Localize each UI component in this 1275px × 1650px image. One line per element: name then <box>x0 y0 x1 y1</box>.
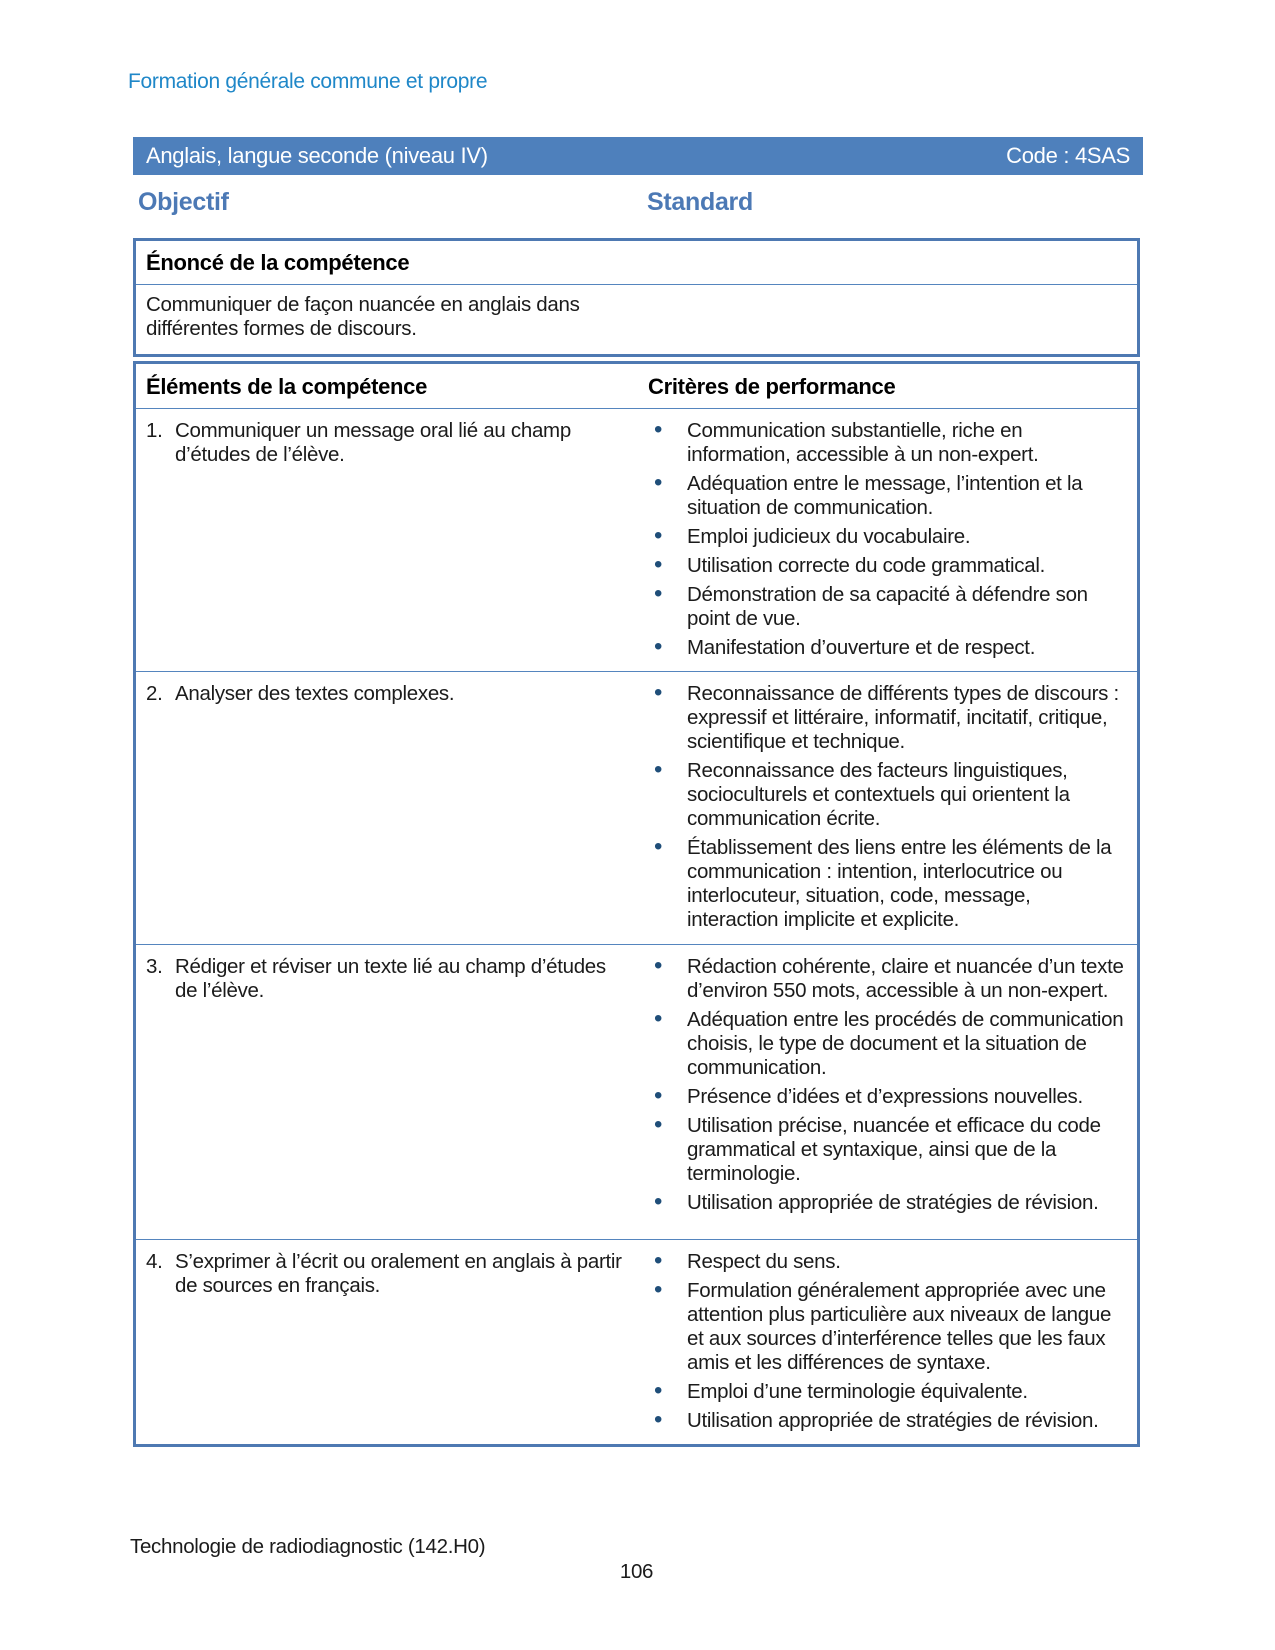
criteria-cell <box>638 409 1137 671</box>
criteria-item: • Emploi d’une terminologie équivalente. <box>654 1380 1127 1404</box>
enonce-body <box>136 285 1137 354</box>
col-header-criteres: Critères de performance <box>648 374 896 399</box>
objectif-heading: Objectif <box>138 188 229 216</box>
criteria-item: • Rédaction cohérente, claire et nuancée d’un texte d’environ 550 mots, accessible à un non-expert. <box>654 955 1127 1003</box>
element-number: 1. <box>146 419 163 442</box>
criteria-list <box>638 672 1137 943</box>
table-row <box>136 944 1137 1239</box>
criteria-list <box>638 1240 1137 1444</box>
course-title: Anglais, langue seconde (niveau IV) <box>146 143 488 168</box>
section-headers <box>133 188 1140 218</box>
footer-page-number: 106 <box>619 1560 654 1583</box>
criteria-item: • Adéquation entre les procédés de communication choisis, le type de document et la situation de communication. <box>654 1008 1127 1080</box>
enonce-text: Communiquer de façon nuancée en anglais dans différentes formes de discours. <box>146 293 580 340</box>
criteria-item: • Utilisation précise, nuancée et efficace du code grammatical et syntaxique, ainsi que de la terminologie. <box>654 1114 1127 1186</box>
criteria-item: • Reconnaissance des facteurs linguistiques, socioculturels et contextuels qui orientent la communication écrite. <box>654 759 1127 831</box>
col-header-elements: Éléments de la compétence <box>146 374 428 399</box>
criteria-item: • Reconnaissance de différents types de discours : expressif et littéraire, informatif, incitatif, critique, scientifique et technique. <box>654 682 1127 754</box>
element-text: Communiquer un message oral lié au champ d’études de l’élève. <box>175 419 571 466</box>
criteria-cell <box>638 672 1137 944</box>
criteria-item: • Établissement des liens entre les éléments de la communication : intention, interlocutrice ou interlocuteur, situation, code, message, interaction implicite et explicite. <box>654 836 1127 932</box>
criteria-item: • Manifestation d’ouverture et de respect. <box>654 636 1127 660</box>
element-number: 2. <box>146 682 163 705</box>
criteria-item: • Communication substantielle, riche en information, accessible à un non-expert. <box>654 419 1127 467</box>
table-row <box>136 409 1137 671</box>
enonce-header: Énoncé de la compétence <box>136 241 1137 285</box>
criteria-item: • Respect du sens. <box>654 1250 1127 1274</box>
criteria-item: • Emploi judicieux du vocabulaire. <box>654 525 1127 549</box>
element-number: 3. <box>146 955 163 978</box>
criteria-list <box>638 945 1137 1226</box>
element-cell <box>136 945 638 1239</box>
course-title-bar <box>133 137 1143 175</box>
footer-program-label: Technologie de radiodiagnostic (142.H0) <box>130 1535 486 1558</box>
element-text: Analyser des textes complexes. <box>175 682 455 705</box>
criteria-item: • Démonstration de sa capacité à défendre son point de vue. <box>654 583 1127 631</box>
element-cell <box>136 1240 638 1444</box>
competence-table <box>133 361 1140 1447</box>
element-text: Rédiger et réviser un texte lié au champ d’études de l’élève. <box>175 955 606 1002</box>
table-row <box>136 671 1137 944</box>
criteria-cell <box>638 945 1137 1239</box>
element-number: 4. <box>146 1250 163 1273</box>
enonce-competence-box <box>133 238 1140 357</box>
table-header-row <box>136 364 1137 409</box>
criteria-item: • Utilisation appropriée de stratégies de révision. <box>654 1191 1127 1215</box>
element-text: S’exprimer à l’écrit ou oralement en anglais à partir de sources en français. <box>175 1250 622 1297</box>
element-cell <box>136 409 638 671</box>
criteria-item: • Formulation généralement appropriée avec une attention plus particulière aux niveaux de langue et aux sources d’interférence telles que les faux amis et les différences de syntaxe. <box>654 1279 1127 1375</box>
criteria-item: • Adéquation entre le message, l’intention et la situation de communication. <box>654 472 1127 520</box>
course-code: Code : 4SAS <box>1006 143 1130 168</box>
standard-heading: Standard <box>647 188 753 216</box>
document-category-label: Formation générale commune et propre <box>128 70 488 93</box>
table-row <box>136 1239 1137 1444</box>
element-cell <box>136 672 638 944</box>
criteria-item: • Présence d’idées et d’expressions nouvelles. <box>654 1085 1127 1109</box>
criteria-cell <box>638 1240 1137 1444</box>
criteria-item: • Utilisation correcte du code grammatical. <box>654 554 1127 578</box>
criteria-item: • Utilisation appropriée de stratégies de révision. <box>654 1409 1127 1433</box>
criteria-list <box>638 409 1137 671</box>
